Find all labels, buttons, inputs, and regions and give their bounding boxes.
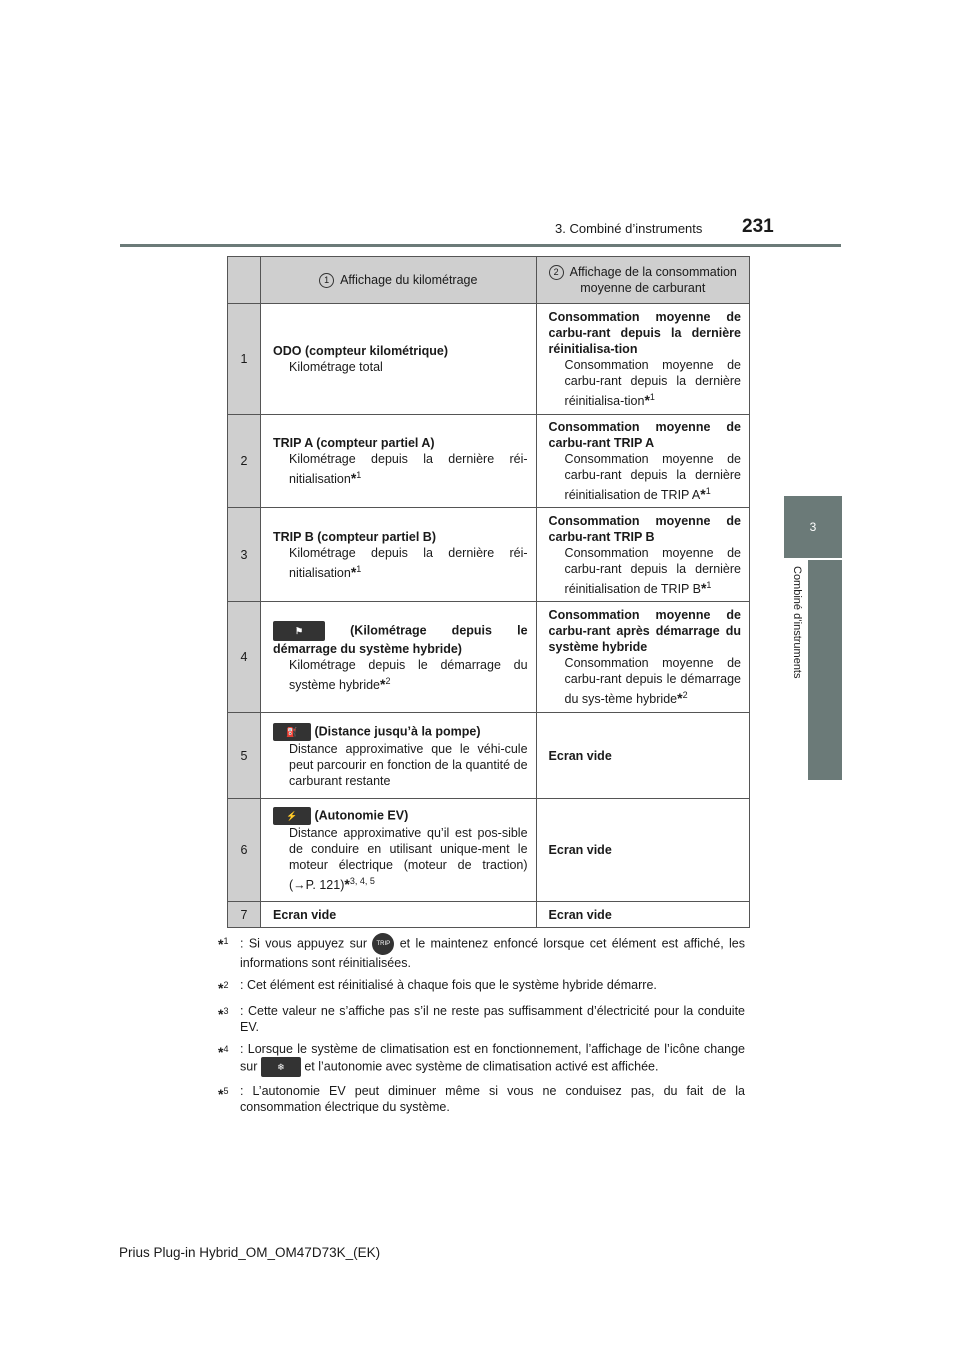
footnote-text: : L’autonomie EV peut diminuer même si vous ne conduisez pas, du fait de la consommation électrique du système. <box>240 1084 745 1115</box>
footnote-text: : Cette valeur ne s’affiche pas s’il ne reste pas suffisamment d’électricité pour la conduite EV. <box>240 1004 745 1035</box>
table-header-row <box>228 257 750 304</box>
fuel-pump-car-icon: ⛽ <box>273 723 311 741</box>
cell-desc: Consommation moyenne de carbu-rant depuis le démarrage du sys-tème hybride*$^2$ <box>564 656 741 707</box>
footnote-mark: *$^2$ <box>218 980 229 997</box>
cell-desc: Distance approximative que le véhi-cule peut parcourir en fonction de la quantité de carburant restante <box>289 741 528 788</box>
row-number: 1 <box>228 304 261 415</box>
row-number: 6 <box>228 799 261 902</box>
table-row <box>228 508 750 602</box>
footnote-ref: 1 <box>356 563 362 574</box>
header-col1 <box>261 257 537 304</box>
footnote-ref: 1 <box>649 391 655 402</box>
footnote <box>218 1083 745 1115</box>
row-cell-col2 <box>536 508 749 602</box>
footnote-text: : Lorsque le système de climatisation est en fonctionnement, l’affichage de l’icône change sur ❄ et l’autonomie avec système de climatisation activé est affichée. <box>240 1041 745 1077</box>
cell-desc: Consommation moyenne de carbu-rant depuis la dernière réinitialisation de TRIP A*$^1$ <box>564 452 741 503</box>
footnote-text: : Si vous appuyez sur TRIP et le maintenez enfoncé lorsque cet élément est affiché, les informations sont réinitialisées. <box>240 933 745 971</box>
cell-desc-text: Kilométrage depuis le démarrage du système hybride <box>289 658 528 693</box>
chapter-title: 3. Combiné d’instruments <box>555 221 703 236</box>
footnote-ref: 2 <box>385 676 391 687</box>
footnote-ref: 3, 4, 5 <box>349 876 375 887</box>
cell-title: Consommation moyenne de carbu-rant depuis la dernière réinitialisa-tion <box>548 309 741 356</box>
trip-button-icon: TRIP <box>372 933 394 955</box>
car-with-flag-icon: ⚑ <box>273 621 325 641</box>
cell-desc: Kilométrage depuis la dernière réi-nitialisation*$^1$ <box>289 452 528 487</box>
header-empty <box>228 257 261 304</box>
cell-title: TRIP B (compteur partiel B) <box>273 529 436 544</box>
cell-title: ODO (compteur kilométrique) <box>273 344 449 358</box>
cell-desc-text: Consommation moyenne de carbu-rant depuis la dernière réinitialisation de TRIP B <box>564 545 741 596</box>
row-cell-col2 <box>536 304 749 415</box>
row-number: 7 <box>228 902 261 928</box>
header-col2 <box>536 257 749 304</box>
cell-desc: Consommation moyenne de carbu-rant depuis la dernière réinitialisation de TRIP B*$^1$ <box>564 545 741 596</box>
cell-desc-text: Consommation moyenne de carbu-rant depuis la dernière réinitialisa-tion <box>564 357 741 409</box>
row-cell-col1 <box>261 304 537 415</box>
footnote <box>218 1041 745 1077</box>
footnote-text: : Cet élément est réinitialisé à chaque fois que le système hybride démarre. <box>240 978 657 992</box>
header-col2-label: Affichage de la consommation moyenne de carburant <box>569 264 737 296</box>
row-cell-col2 <box>536 602 749 713</box>
row-cell-col2 <box>536 713 749 799</box>
cell-title-text: (Autonomie EV) <box>314 808 409 823</box>
page-number: 231 <box>742 216 774 237</box>
document-footer: Prius Plug-in Hybrid_OM_OM47D73K_(EK) <box>119 1245 381 1260</box>
table-row <box>228 713 750 799</box>
cell-desc: Kilométrage depuis le démarrage du système hybride*$^2$ <box>289 658 528 693</box>
table-row <box>228 602 750 713</box>
cell-desc: Kilométrage depuis la dernière réi-nitialisation*$^1$ <box>289 545 528 580</box>
marker-2: 2 <box>549 265 564 280</box>
table-row <box>228 902 750 928</box>
cell-title: Ecran vide <box>273 907 337 922</box>
row-number: 3 <box>228 508 261 602</box>
cell-title: TRIP A (compteur partiel A) <box>273 436 435 450</box>
row-cell-col1 <box>261 415 537 508</box>
header-col1-label: Affichage du kilométrage <box>340 272 478 287</box>
cell-desc: Consommation moyenne de carbu-rant depuis la dernière réinitialisa-tion*$^1$ <box>564 357 741 409</box>
marker-1: 1 <box>319 273 334 288</box>
cell-title: Ecran vide <box>548 907 612 922</box>
row-cell-col2 <box>536 415 749 508</box>
footnote-mark: *$^3$ <box>218 1006 229 1023</box>
cell-title <box>273 807 528 825</box>
footnote <box>218 1003 745 1035</box>
footnote-mark: *$^1$ <box>218 936 229 953</box>
footnote-ref: 1 <box>706 579 712 590</box>
row-cell-col2 <box>536 799 749 902</box>
cell-desc-text: Distance approximative qu’il est pos-sible de conduire en utilisant unique-ment le moteur électrique (moteur de traction) (→P. 121) <box>289 826 528 893</box>
cell-desc-text: Kilométrage depuis la dernière réi-nitialisation <box>289 452 528 487</box>
row-number: 5 <box>228 713 261 799</box>
footnote-ref: 1 <box>356 470 362 480</box>
plug-car-icon: ⚡ <box>273 807 311 825</box>
cell-title <box>273 621 528 657</box>
cell-desc-text: Consommation moyenne de carbu-rant depuis la dernière réinitialisation de TRIP A <box>564 452 741 503</box>
table-row <box>228 304 750 415</box>
footnotes <box>218 933 745 1121</box>
row-cell-col1 <box>261 602 537 713</box>
cell-title-text: (Distance jusqu’à la pompe) <box>314 723 481 738</box>
odometer-table <box>227 256 750 928</box>
table-row <box>228 415 750 508</box>
footnote <box>218 933 745 971</box>
cell-title <box>273 723 528 741</box>
footnote <box>218 977 745 997</box>
row-cell-col2 <box>536 902 749 928</box>
cell-title: Consommation moyenne de carbu-rant TRIP A <box>548 420 741 450</box>
header-rule <box>120 244 841 247</box>
cell-title: Consommation moyenne de carbu-rant TRIP B <box>548 513 741 544</box>
footnote-ref: 2 <box>682 690 688 701</box>
table-row <box>228 799 750 902</box>
cell-title: Ecran vide <box>548 748 612 763</box>
row-cell-col1 <box>261 902 537 928</box>
cell-title: Consommation moyenne de carbu-rant après démarrage du système hybride <box>548 608 741 655</box>
footnote-ref: 1 <box>705 486 711 496</box>
cell-desc-text: Kilométrage depuis la dernière réi-nitialisation <box>289 545 528 580</box>
footnote-mark: *$^5$ <box>218 1086 229 1103</box>
cell-title: Ecran vide <box>548 843 612 858</box>
cell-desc-text: Consommation moyenne de carbu-rant depuis le démarrage du sys-tème hybride <box>564 656 741 707</box>
row-number: 4 <box>228 602 261 713</box>
row-cell-col1 <box>261 713 537 799</box>
cell-desc: Kilométrage total <box>289 360 383 374</box>
side-tab-label: Combiné d’instruments <box>791 566 803 679</box>
row-cell-col1 <box>261 508 537 602</box>
cell-desc: Distance approximative qu’il est pos-sible de conduire en utilisant unique-ment le moteur électrique (moteur de traction) (→P. 121)*$^{3, 4, 5}$ <box>289 826 528 893</box>
side-tab-number: 3 <box>784 496 842 558</box>
footnote-mark: *$^4$ <box>218 1044 229 1061</box>
row-number: 2 <box>228 415 261 508</box>
cell-title-text: (Kilométrage depuis le démarrage du système hybride) <box>273 623 528 657</box>
plug-car-ac-icon: ❄ <box>261 1057 301 1077</box>
row-cell-col1 <box>261 799 537 902</box>
